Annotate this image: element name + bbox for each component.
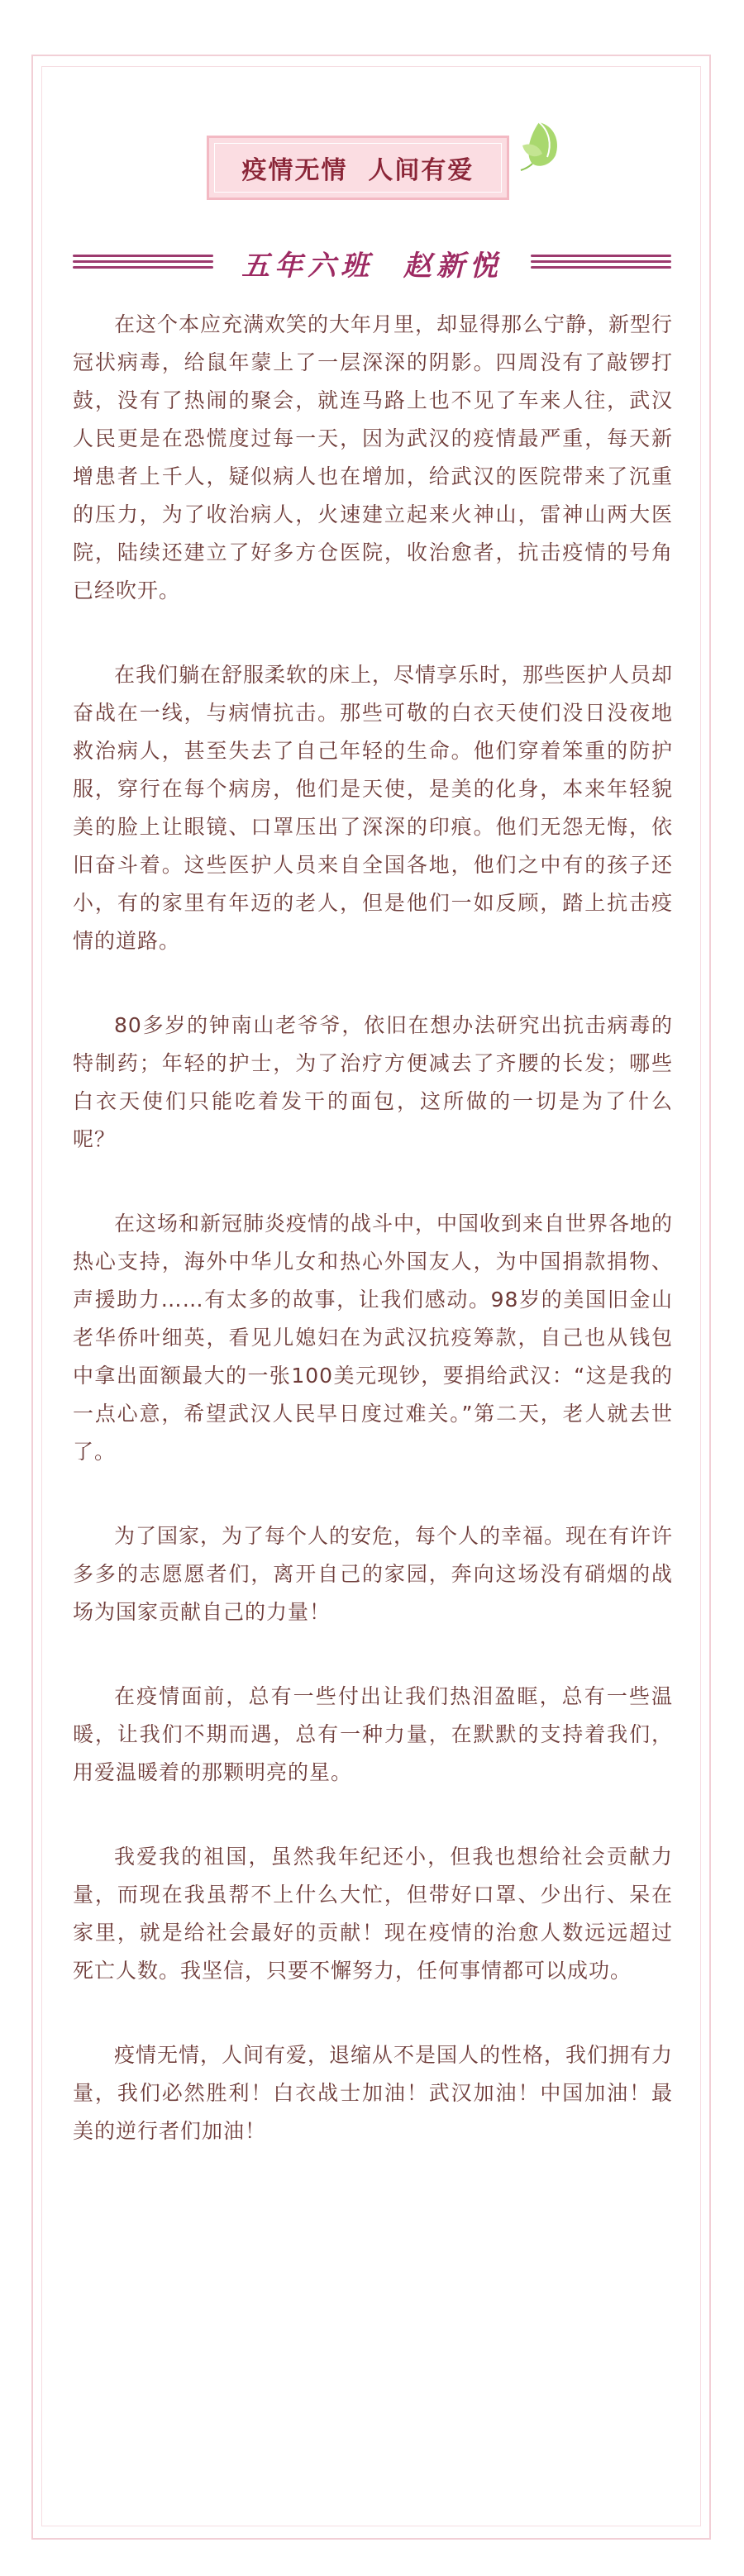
paragraph: 在这场和新冠肺炎疫情的战斗中，中国收到来自世界各地的热心支持，海外中华儿女和热心外国友人，为中国捐款捐物、声援助力……有太多的故事，让我们感动。98岁的美国旧金山老华侨叶细英，看见儿媳妇在为武汉抗疫筹款，自己也从钱包中拿出面额最大的一张100美元现钞，要捐给武汉：“这是我的一点心意，希望武汉人民早日度过难关。”第二天，老人就去世了。	[73, 1212, 674, 1464]
leaf-icon	[514, 117, 564, 172]
author-name: 五年六班 赵新悦	[241, 250, 503, 283]
page-title: 疫情无情 人间有爱	[241, 156, 475, 185]
paragraph: 80多岁的钟南山老爷爷，依旧在想办法研究出抗击病毒的特制药；年轻的护士，为了治疗方便减去了齐腰的长发；哪些白衣天使们只能吃着发干的面包，这所做的一切是为了什么呢？	[73, 1013, 673, 1151]
title-banner	[207, 136, 509, 200]
paragraph: 疫情无情，人间有爱，退缩从不是国人的性格，我们拥有力量，我们必然胜利！白衣战士加油！武汉加油！中国加油！最美的逆行者们加油！	[73, 2043, 674, 2143]
right-decorative-lines	[531, 255, 671, 271]
paragraph: 我爱我的祖国，虽然我年纪还小，但我也想给社会贡献力量，而现在我虽帮不上什么大忙，但带好口罩、少出行、呆在家里，就是给社会最好的贡献！现在疫情的治愈人数远远超过死亡人数。我坚信，只要不懈努力，任何事情都可以成功。	[73, 1845, 673, 1983]
author-row	[73, 240, 671, 286]
article-body	[73, 306, 673, 2197]
paragraph: 在这个本应充满欢笑的大年月里，却显得那么宁静，新型行冠状病毒，给鼠年蒙上了一层深深的阴影。四周没有了敲锣打鼓，没有了热闹的聚会，就连马路上也不见了车来人往，武汉人民更是在恐慌度过每一天，因为武汉的疫情最严重，每天新增患者上千人，疑似病人也在增加，给武汉的医院带来了沉重的压力，为了收治病人，火速建立起来火神山，雷神山两大医院，陆续还建立了好多方仓医院，收治愈者，抗击疫情的号角已经吹开。	[73, 312, 674, 602]
paragraph: 在我们躺在舒服柔软的床上，尽情享乐时，那些医护人员却奋战在一线，与病情抗击。那些可敬的白衣天使们没日没夜地救治病人，甚至失去了自己年轻的生命。他们穿着笨重的防护服，穿行在每个病房，他们是天使，是美的化身，本来年轻貌美的脸上让眼镜、口罩压出了深深的印痕。他们无怨无悔，依旧奋斗着。这些医护人员来自全国各地，他们之中有的孩子还小，有的家里有年迈的老人，但是他们一如反顾，踏上抗击疫情的道路。	[73, 663, 674, 953]
left-decorative-lines	[73, 255, 213, 271]
paragraph: 为了国家，为了每个人的安危，每个人的幸福。现在有许许多多的志愿愿者们，离开自己的家园，奔向这场没有硝烟的战场为国家贡献自己的力量！	[73, 1524, 674, 1624]
paragraph: 在疫情面前，总有一些付出让我们热泪盈眶，总有一些温暖，让我们不期而遇，总有一种力量，在默默的支持着我们，用爱温暖着的那颗明亮的星。	[73, 1684, 673, 1784]
